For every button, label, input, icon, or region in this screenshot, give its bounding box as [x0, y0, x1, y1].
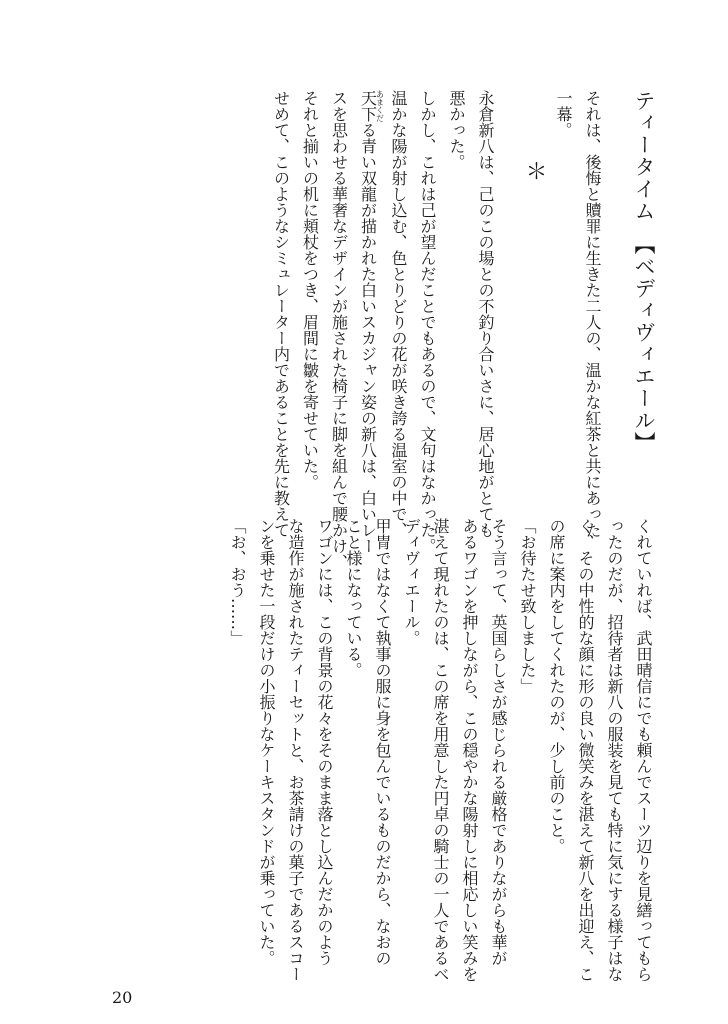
text-line: ディヴィエール。 [402, 518, 421, 646]
text-line: 湛えて現れたのは、この席を用意した円卓の騎士の一人であるベ [431, 518, 450, 982]
text-line: あるワゴンを押しながら、この穏やかな陽射しに相応しい笑みを [460, 518, 479, 982]
text-line: ワゴンには、この背景の花々をそのまま落とし込んだかのよう [315, 518, 334, 966]
text-line [354, 90, 385, 554]
text-line: 一幕。 [554, 90, 573, 138]
text-line: く、その中性的な顔に形の良い微笑みを湛えて新八を出迎え、こ [576, 518, 595, 982]
page-number: 20 [112, 988, 133, 1007]
ruby-annotation [358, 90, 385, 122]
text-line: せめて、このようなシミュレーター内であることを先に教えて [271, 90, 291, 538]
text-line: そう言って、英国らしさが感じられる厳格でありながらも華が [489, 518, 508, 966]
upper-text-block [267, 90, 659, 570]
ruby-base: 天下 [358, 90, 378, 122]
text-line: 温かな陽が射し込む、色とりどりの花が咲き誇る温室の中で、 [389, 90, 408, 538]
text-line: こと様になっている。 [344, 518, 363, 678]
section-break: ＊ [522, 160, 547, 182]
text-line: しかし、これは己が望んだことでもあるので、文句はなかった。 [418, 90, 437, 554]
text-line: 永倉新八は、己のこの場との不釣り合いさに、居心地がとても [476, 90, 495, 538]
ruby-text: あまくだ [375, 90, 385, 122]
lower-text-block [223, 518, 658, 982]
text-line: 「お待たせ致しました」 [518, 518, 537, 694]
text-line: な造作が施されたティーセットと、お茶請けの菓子であるスコー [286, 518, 305, 982]
text-line: それは、後悔と贖罪に生きた二人の、温かな紅茶と共にあった [583, 90, 602, 538]
text-line: 悪かった。 [447, 90, 466, 170]
text-line: ンを乗せた一段だけの小振りなケーキスタンドが乗っていた。 [257, 518, 276, 966]
text-line: 甲冑ではなくて執事の服に身を包んでいるものだから、なおの [373, 518, 392, 966]
text-line: それと揃いの机に頬杖をつき、眉間に皺を寄せていた。 [300, 90, 320, 490]
text-line: くれていれば、武田晴信にでも頼んでスーツ辺りを見繕ってもら [634, 518, 653, 982]
text-line: スを思わせる華奢なデザインが施された椅子に脚を組んで腰かけ、 [329, 90, 349, 570]
text-line: ったのだが、招待者は新八の服装を見ても特に気にする様子はな [605, 518, 624, 982]
text-line: 「お、おう……」 [228, 518, 247, 646]
text-line: の席に案内をしてくれたのが、少し前のこと。 [547, 518, 566, 854]
chapter-title: ティータイム 【ベディヴィエール】 [632, 90, 656, 454]
text-fragment: る青い双龍が描かれた白いスカジャン姿の新八は、白いレー [358, 122, 378, 554]
